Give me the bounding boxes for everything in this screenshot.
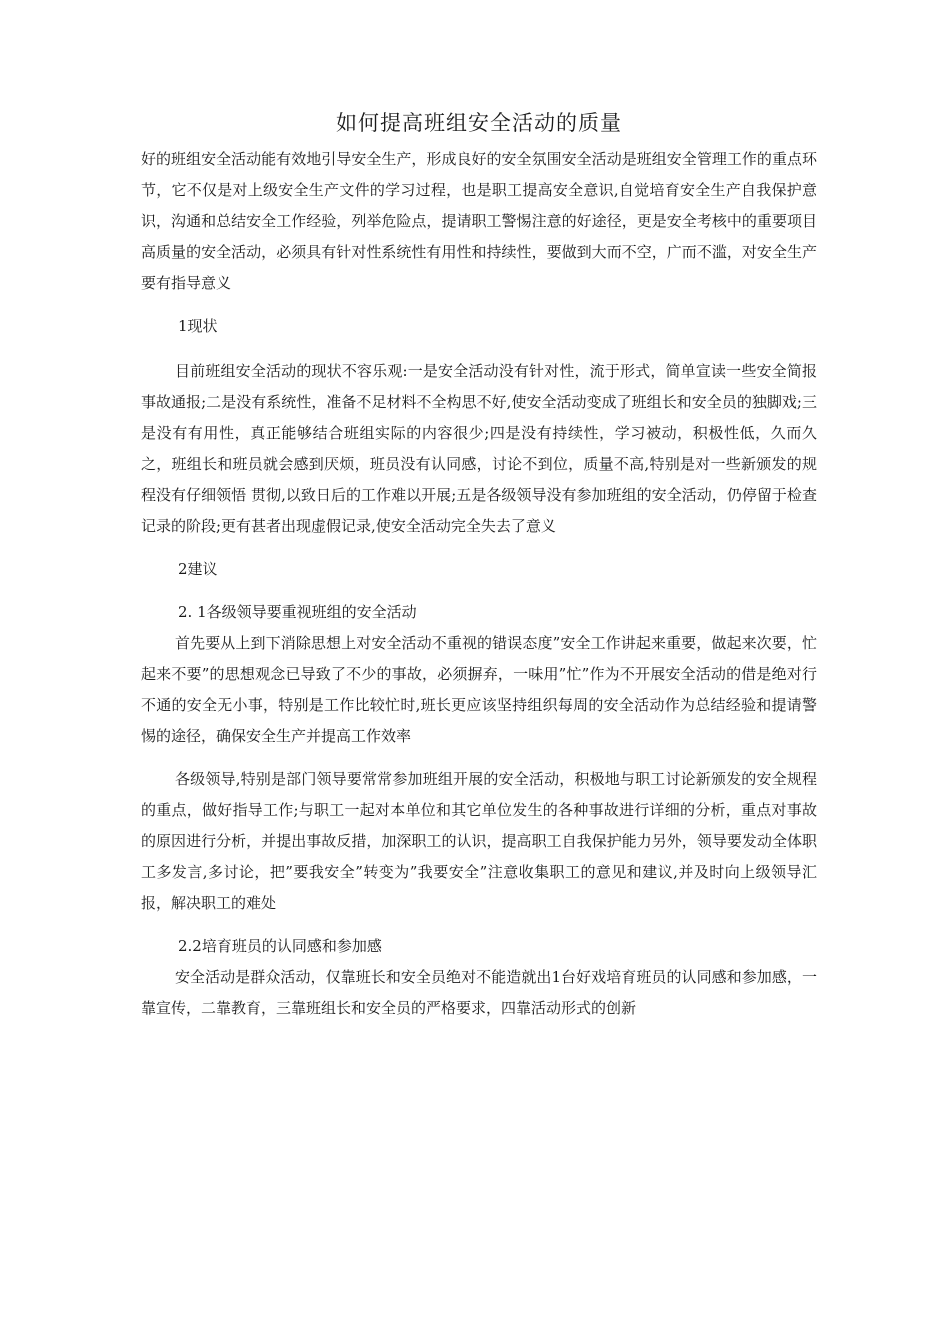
section-1-heading: 1现状 xyxy=(178,317,218,335)
document-body xyxy=(141,108,817,1024)
intro-paragraph: 好的班组安全活动能有效地引导安全生产，形成良好的安全氛围安全活动是班组安全管理工作的重点环节，它不仅是对上级安全生产文件的学习过程，也是职工提高安全意识,自觉培育安全生产自我保护意识，沟通和总结安全工作经验，列举危险点，提请职工警惕注意的好途径，更是安全考核中的重要项目高质量的安全活动，必须具有针对性系统性有用性和持续性，要做到大而不空，广而不滥，对安全生产要有指导意义 xyxy=(141,150,817,292)
section-1-paragraph: 目前班组安全活动的现状不容乐观:一是安全活动没有针对性，流于形式，简单宣读一些安全简报事故通报;二是没有系统性，准备不足材料不全构思不好,使安全活动变成了班组长和安全员的独脚戏;三是没有有用性，真正能够结合班组实际的内容很少;四是没有持续性，学习被动，积极性低，久而久之，班组长和班员就会感到厌烦，班员没有认同感，讨论不到位，质量不高,特别是对一些新颁发的规程没有仔细领悟 贯彻,以致日后的工作难以开展;五是各级领导没有参加班组的安全活动，仍停留于检查记录的阶段;更有甚者出现虚假记录,使安全活动完全失去了意义 xyxy=(141,362,817,535)
spacer xyxy=(141,585,817,597)
subsection-2-1-heading: 2. 1各级领导要重视班组的安全活动 xyxy=(178,603,417,621)
spacer xyxy=(141,919,817,931)
spacer xyxy=(141,542,817,554)
document-title: 如何提高班组安全活动的质量 xyxy=(336,111,622,135)
spacer xyxy=(141,752,817,764)
section-2-heading: 2建议 xyxy=(178,560,218,578)
subsection-2-2-paragraph-1: 安全活动是群众活动，仅靠班长和安全员绝对不能造就出1台好戏培育班员的认同感和参加感，一靠宣传，二靠教育，三靠班组长和安全员的严格要求，四靠活动形式的创新 xyxy=(141,968,817,1017)
subsection-2-2-heading: 2.2培育班员的认同感和参加感 xyxy=(178,937,382,955)
subsection-2-1-paragraph-2: 各级领导,特别是部门领导要常常参加班组开展的安全活动，积极地与职工讨论新颁发的安全规程的重点，做好指导工作;与职工一起对本单位和其它单位发生的各种事故进行详细的分析，重点对事故的原因进行分析，并提出事故反措，加深职工的认识，提高职工自我保护能力另外，领导要发动全体职工多发言,多讨论，把”要我安全”转变为”我要安全”注意收集职工的意见和建议,并及时向上级领导汇报，解决职工的难处 xyxy=(141,770,817,912)
spacer xyxy=(141,342,817,356)
spacer xyxy=(141,299,817,311)
subsection-2-1-paragraph-1: 首先要从上到下消除思想上对安全活动不重视的错误态度”安全工作讲起来重要，做起来次要，忙起来不要”的思想观念已导致了不少的事故，必须摒弃，一味用”忙”作为不开展安全活动的借是绝对行不通的安全无小事，特别是工作比较忙时,班长更应该坚持组织每周的安全活动作为总结经验和提请警惕的途径，确保安全生产并提高工作效率 xyxy=(141,634,817,745)
